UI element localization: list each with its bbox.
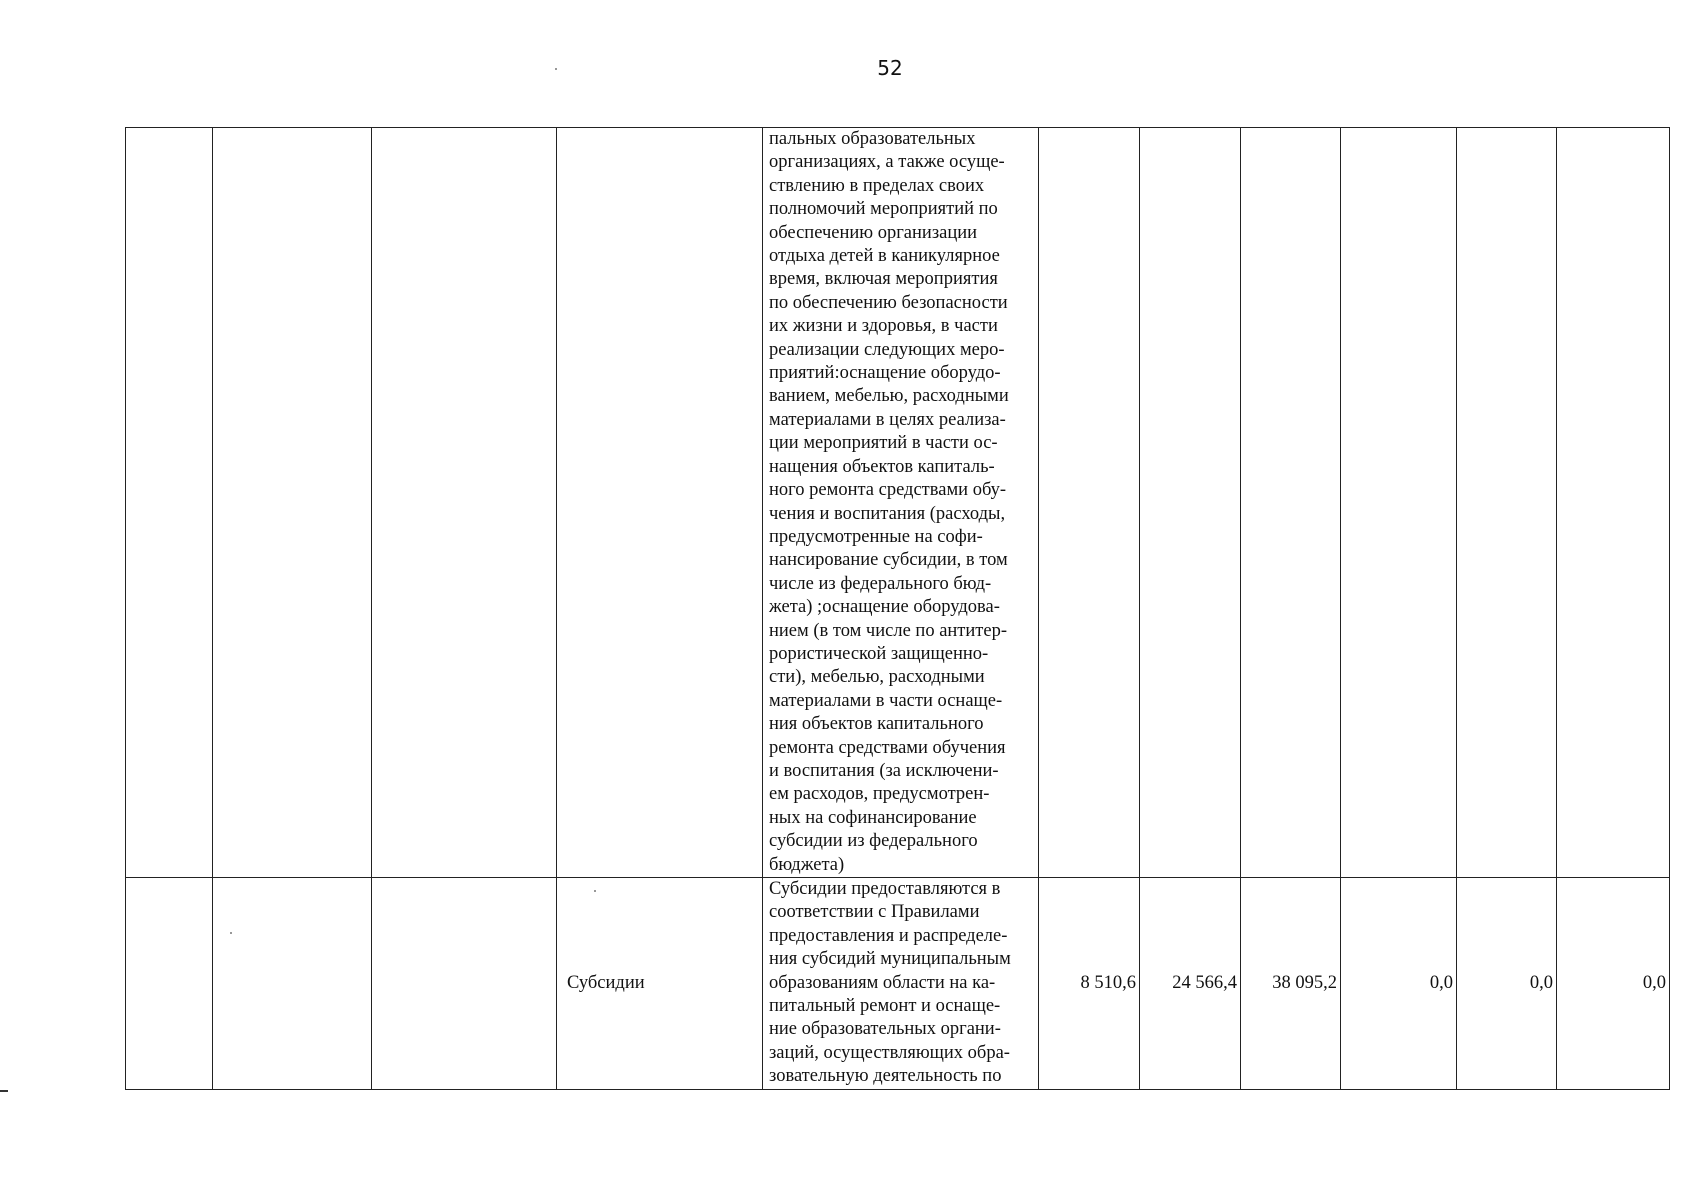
value-cell: 0,0 — [1341, 878, 1457, 1090]
scan-speck — [555, 68, 557, 70]
description-line: сти), мебелью, расходными — [769, 667, 985, 688]
description-line: зовательную деятельность по — [769, 1066, 1002, 1087]
description-line: ствлению в пределах своих — [769, 175, 985, 196]
table-row — [126, 128, 1670, 878]
description-line: ние образовательных органи- — [769, 1019, 1001, 1040]
funding-type-cell: Субсидии — [557, 878, 763, 1090]
value-cell — [1039, 128, 1140, 878]
description-line: рористической защищенно- — [769, 643, 989, 664]
description-line: заций, осуществляющих обра- — [769, 1042, 1010, 1063]
description-line: ем расходов, предусмотрен- — [769, 784, 990, 805]
description-line: предоставления и распределе- — [769, 925, 1008, 946]
value-cell: 8 510,6 — [1039, 878, 1140, 1090]
description-line: и воспитания (за исключени- — [769, 760, 999, 781]
description-line: нащения объектов капиталь- — [769, 456, 995, 477]
description-line: образованиям области на ка- — [769, 972, 996, 993]
description-line: бюджета) — [769, 854, 845, 875]
description-line: материалами в части оснаще- — [769, 690, 1003, 711]
table-cell — [126, 128, 213, 878]
table-cell — [126, 878, 213, 1090]
description-cell — [763, 878, 1039, 1090]
value-cell — [1140, 128, 1241, 878]
description-line: ванием, мебелью, расходными — [769, 386, 1009, 407]
description-line: ного ремонта средствами обу- — [769, 480, 1007, 501]
description-line: предусмотренные на софи- — [769, 526, 983, 547]
value-cell: 38 095,2 — [1241, 878, 1341, 1090]
description-line: нием (в том числе по антитер- — [769, 620, 1007, 641]
page-number: 52 — [877, 56, 903, 80]
table-cell — [213, 128, 372, 878]
description-line: обеспечению организации — [769, 222, 978, 243]
table-cell — [372, 128, 557, 878]
description-line: ния объектов капитального — [769, 714, 984, 735]
description-line: нансирование субсидии, в том — [769, 550, 1008, 571]
scan-speck — [594, 890, 596, 892]
description-line: ции мероприятий в части ос- — [769, 433, 998, 454]
description-line: числе из федерального бюд- — [769, 573, 992, 594]
value-cell — [1557, 128, 1670, 878]
description-line: жета) ;оснащение оборудова- — [769, 597, 1000, 618]
value-cell — [1241, 128, 1341, 878]
description-line: организациях, а также осуще- — [769, 152, 1005, 173]
value-cell — [1457, 128, 1557, 878]
table-cell — [213, 878, 372, 1090]
description-line: питальный ремонт и оснаще- — [769, 996, 1001, 1017]
description-line: материалами в целях реализа- — [769, 409, 1006, 430]
description-line: время, включая мероприятия — [769, 269, 998, 290]
description-line: соответствии с Правилами — [769, 902, 980, 923]
value-cell: 0,0 — [1457, 878, 1557, 1090]
description-line: их жизни и здоровья, в части — [769, 316, 998, 337]
value-cell: 0,0 — [1557, 878, 1670, 1090]
description-line: ния субсидий муниципальным — [769, 949, 1011, 970]
description-line: полномочий мероприятий по — [769, 199, 998, 220]
description-line: ных на софинансирование — [769, 807, 977, 828]
description-cell — [763, 128, 1039, 878]
description-line: отдыха детей в каникулярное — [769, 246, 1000, 267]
budget-table — [125, 127, 1670, 1090]
scan-speck — [230, 932, 232, 934]
description-line: приятий:оснащение оборудо- — [769, 363, 1001, 384]
description-line: субсидии из федерального — [769, 831, 978, 852]
description-line: чения и воспитания (расходы, — [769, 503, 1006, 524]
description-line: ремонта средствами обучения — [769, 737, 1006, 758]
description-line: по обеспечению безопасности — [769, 292, 1008, 313]
table-cell — [372, 878, 557, 1090]
table-row — [126, 878, 1670, 1090]
value-cell: 24 566,4 — [1140, 878, 1241, 1090]
description-line: пальных образовательных — [769, 129, 976, 149]
description-line: реализации следующих меро- — [769, 339, 1005, 360]
value-cell — [1341, 128, 1457, 878]
table-cell — [557, 128, 763, 878]
margin-mark — [0, 1090, 8, 1092]
description-line: Субсидии предоставляются в — [769, 879, 1001, 899]
